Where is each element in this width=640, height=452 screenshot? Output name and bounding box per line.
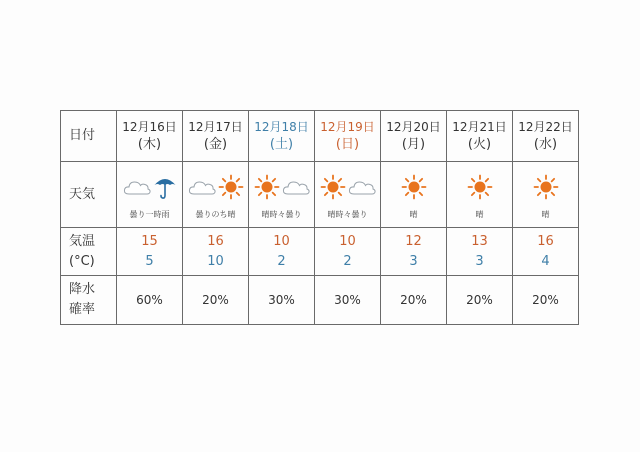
date-cell-1 — [117, 111, 183, 162]
weather-cell-3 — [249, 162, 315, 228]
low-temp: 4 — [541, 253, 550, 269]
weather-label: 曇り一時雨 — [129, 210, 170, 219]
low-temp: 3 — [409, 253, 418, 269]
date-text: 12月21日 — [452, 120, 507, 134]
weather-label: 晴時々曇り — [261, 210, 302, 219]
date-text: 12月17日 — [188, 120, 243, 134]
high-temp: 16 — [537, 233, 554, 249]
low-temp: 10 — [207, 253, 224, 269]
date-cell-6 — [447, 111, 513, 162]
precipitation-cell-6: 20% — [447, 276, 513, 325]
weekday-text: (火) — [467, 137, 492, 152]
precipitation-cell-2: 20% — [183, 276, 249, 325]
sun-icon — [254, 174, 280, 200]
low-temp: 5 — [145, 253, 154, 269]
weather-icons — [513, 169, 578, 205]
precipitation-row-header — [61, 276, 117, 325]
weather-icons — [381, 169, 446, 205]
high-temp: 12 — [405, 233, 422, 249]
date-cell-4 — [315, 111, 381, 162]
temperature-cell-4 — [315, 228, 381, 276]
weather-cell-4 — [315, 162, 381, 228]
weather-label: 曇りのち晴 — [195, 210, 236, 219]
precipitation-cell-4: 30% — [315, 276, 381, 325]
precipitation-header-line2: 確率 — [69, 302, 96, 317]
date-cell-7 — [513, 111, 579, 162]
weather-cell-5 — [381, 162, 447, 228]
date-row — [61, 111, 579, 162]
temperature-cell-6 — [447, 228, 513, 276]
weekday-text: (月) — [401, 137, 426, 152]
weather-forecast-table — [60, 110, 579, 325]
precipitation-cell-5: 20% — [381, 276, 447, 325]
sun-icon — [467, 174, 493, 200]
low-temp: 3 — [475, 253, 484, 269]
high-temp: 10 — [339, 233, 356, 249]
date-text: 12月18日 — [254, 120, 309, 134]
temperature-cell-3 — [249, 228, 315, 276]
high-temp: 16 — [207, 233, 224, 249]
high-temp: 13 — [471, 233, 488, 249]
weather-icons — [447, 169, 512, 205]
date-cell-3 — [249, 111, 315, 162]
temperature-cell-7 — [513, 228, 579, 276]
cloud-icon — [188, 177, 216, 197]
weather-icons — [183, 169, 248, 205]
temperature-cell-1 — [117, 228, 183, 276]
sun-icon — [401, 174, 427, 200]
sun-icon — [320, 174, 346, 200]
low-temp: 2 — [277, 253, 286, 269]
weather-cell-2 — [183, 162, 249, 228]
weather-icons — [315, 169, 380, 205]
weather-cell-6 — [447, 162, 513, 228]
date-text: 12月22日 — [518, 120, 573, 134]
precipitation-cell-7: 20% — [513, 276, 579, 325]
weather-icons — [249, 169, 314, 205]
precipitation-row — [61, 276, 579, 325]
high-temp: 15 — [141, 233, 158, 249]
weather-label: 晴 — [541, 210, 550, 219]
umbrella-icon — [153, 174, 177, 200]
date-text: 12月19日 — [320, 120, 375, 134]
temperature-header-line1: 気温 — [69, 233, 96, 249]
date-text: 12月16日 — [122, 120, 177, 134]
high-temp: 10 — [273, 233, 290, 249]
weather-label: 晴 — [475, 210, 484, 219]
sun-icon — [533, 174, 559, 200]
date-row-header: 日付 — [61, 111, 117, 162]
temperature-cell-5 — [381, 228, 447, 276]
cloud-icon — [348, 177, 376, 197]
date-text: 12月20日 — [386, 120, 441, 134]
temperature-cell-2 — [183, 228, 249, 276]
weather-label: 晴時々曇り — [327, 210, 368, 219]
cloud-icon — [282, 177, 310, 197]
weather-row — [61, 162, 579, 228]
date-cell-5 — [381, 111, 447, 162]
weekday-text: (土) — [269, 137, 294, 152]
weather-cell-7 — [513, 162, 579, 228]
weather-row-header: 天気 — [61, 162, 117, 228]
weekday-text: (水) — [533, 137, 558, 152]
precipitation-header-line1: 降水 — [69, 282, 96, 297]
temperature-header-line2: (°C) — [69, 253, 95, 269]
weekday-text: (木) — [137, 137, 162, 152]
sun-icon — [218, 174, 244, 200]
weekday-text: (金) — [203, 137, 228, 152]
date-cell-2 — [183, 111, 249, 162]
weather-label: 晴 — [409, 210, 418, 219]
precipitation-cell-1: 60% — [117, 276, 183, 325]
temperature-row — [61, 228, 579, 276]
low-temp: 2 — [343, 253, 352, 269]
weekday-text: (日) — [335, 137, 360, 152]
weather-icons — [117, 169, 182, 205]
temperature-row-header — [61, 228, 117, 276]
cloud-icon — [123, 177, 151, 197]
weather-cell-1 — [117, 162, 183, 228]
precipitation-cell-3: 30% — [249, 276, 315, 325]
